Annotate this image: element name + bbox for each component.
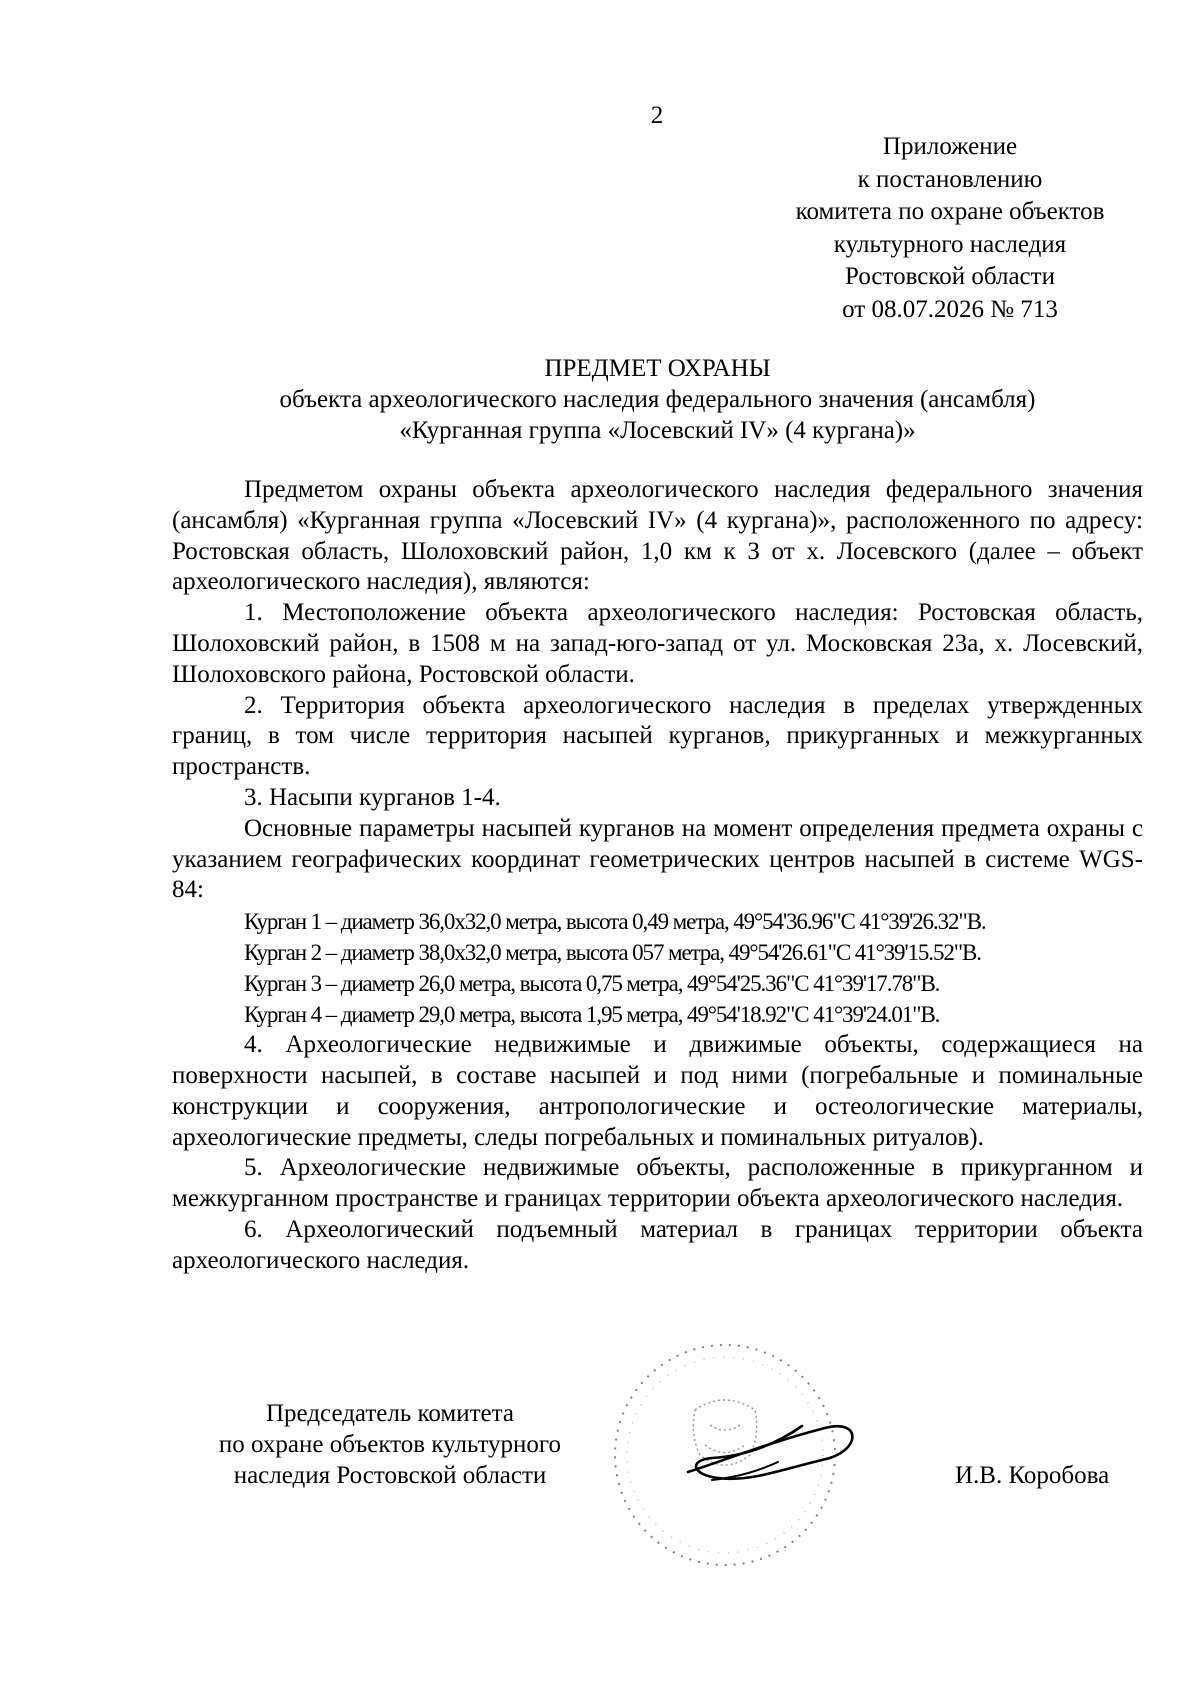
title-subline: «Курганная группа «Лосевский IV» (4 кургана)» [399, 417, 916, 444]
appendix-line: комитета по охране объектов [795, 198, 1105, 225]
mound-line: Курган 1 – диаметр 36,0х32,0 метра, высота 0,49 метра, 49°54'36.96"С 41°39'26.32"В. [244, 909, 986, 935]
title-heading: ПРЕДМЕТ ОХРАНЫ [544, 355, 771, 382]
position-line: по охране объектов культурного [218, 1431, 562, 1458]
item-5-paragraph: 5. Археологические недвижимые объекты, расположенные в прикурганном и межкурганном пространстве и границах территории объекта археологического наследия. [172, 1154, 1143, 1213]
params-paragraph: Основные параметры насыпей курганов на момент определения предмета охраны с указанием географических координат геометрических центров насыпей в системе WGS-84: [172, 814, 1143, 904]
official-seal-and-signature [600, 1330, 860, 1590]
mound-line: Курган 3 – диаметр 26,0 метра, высота 0,75 метра, 49°54'25.36"С 41°39'17.78"В. [244, 971, 940, 997]
item-4-paragraph: 4. Археологические недвижимые и движимые объекты, содержащиеся на поверхности насыпей, в составе насыпей и под ними (погребальные и поминальные конструкции и сооружения, антропологические и остеологические материалы, археологические предметы, следы погребальных и поминальных ритуалов). [172, 1031, 1143, 1151]
appendix-line: Приложение [882, 133, 1018, 160]
document-body [172, 475, 1143, 1277]
document-title [170, 353, 1145, 446]
page-number: 2 [650, 102, 664, 129]
mound-line: Курган 2 – диаметр 38,0х32,0 метра, высота 057 метра, 49°54'26.61"С 41°39'15.52"В. [244, 940, 981, 966]
item-1-paragraph: 1. Местоположение объекта археологического наследия: Ростовская область, Шолоховский район, в 1508 м на запад-юго-запад от ул. Московская 23а, х. Лосевский, Шолоховского района, Ростовской области. [172, 599, 1143, 688]
item-6-paragraph: 6. Археологический подъемный материал в границах территории объекта археологического наследия. [172, 1215, 1143, 1274]
appendix-line: Ростовской области [845, 263, 1055, 290]
position-line: наследия Ростовской области [233, 1462, 547, 1489]
appendix-line: к постановлению [857, 165, 1043, 193]
intro-paragraph: Предметом охраны объекта археологического наследия федерального значения (ансамбля) «Курганная группа «Лосевский IV» (4 кургана)», расположенного по адресу: Ростовская область, Шолоховский район, 1,0 км к З от х. Лосевского (далее – объект археологического наследия), являются: [172, 476, 1143, 596]
signer-name: И.В. Коробова [955, 1462, 1110, 1489]
position-line: Председатель комитета [266, 1400, 514, 1427]
title-subline: объекта археологического наследия федерального значения (ансамбля) [279, 386, 1036, 413]
item-3-paragraph: 3. Насыпи курганов 1-4. [244, 783, 501, 811]
appendix-header [740, 131, 1160, 326]
item-2-paragraph: 2. Территория объекта археологического наследия в пределах утвержденных границ, в том числе территория насыпей курганов, прикурганных и межкурганных пространств. [172, 691, 1143, 781]
signatory-position [170, 1398, 610, 1491]
mound-line: Курган 4 – диаметр 29,0 метра, высота 1,95 метра, 49°54'18.92"С 41°39'24.01"В. [244, 1002, 940, 1028]
signature-stroke [688, 1426, 852, 1479]
appendix-line: от 08.07.2026 № 713 [842, 295, 1058, 323]
appendix-line: культурного наследия [833, 230, 1067, 258]
